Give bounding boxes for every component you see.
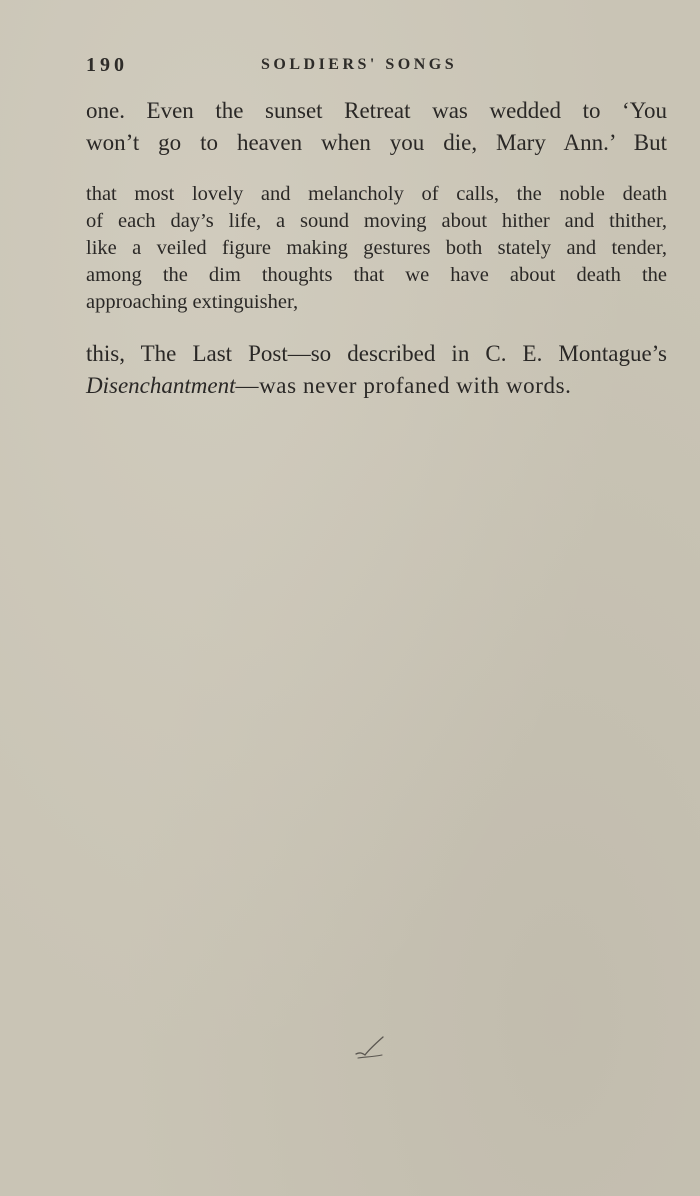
book-title: Disenchantment (86, 373, 236, 398)
quote-line: among the dim thoughts that we have about death the (86, 264, 667, 286)
block-quote (86, 181, 667, 316)
paragraph-2 (86, 338, 667, 402)
quote-line: of each day’s life, a sound moving about hither and thither, (86, 210, 667, 232)
running-title: SOLDIERS' SONGS (261, 56, 458, 73)
quote-line: like a veiled figure making gestures both stately and tender, (86, 237, 667, 259)
paragraph-line (86, 370, 667, 402)
quote-line: that most lovely and melancholy of calls, the noble death (86, 183, 667, 205)
quote-line: approaching extinguisher, (86, 291, 299, 313)
paragraph-line-rest: —was never profaned with words. (235, 373, 572, 398)
paragraph-line: won’t go to heaven when you die, Mary Ann.’ But (86, 130, 667, 155)
paragraph-line: this, The Last Post—so described in C. E. Montague’s (86, 341, 667, 366)
paragraph-line: one. Even the sunset Retreat was wedded to ‘You (86, 98, 667, 123)
running-head (86, 54, 668, 80)
page-number: 190 (86, 54, 128, 76)
check-mark-icon (352, 1034, 392, 1064)
paragraph-1 (86, 95, 667, 159)
